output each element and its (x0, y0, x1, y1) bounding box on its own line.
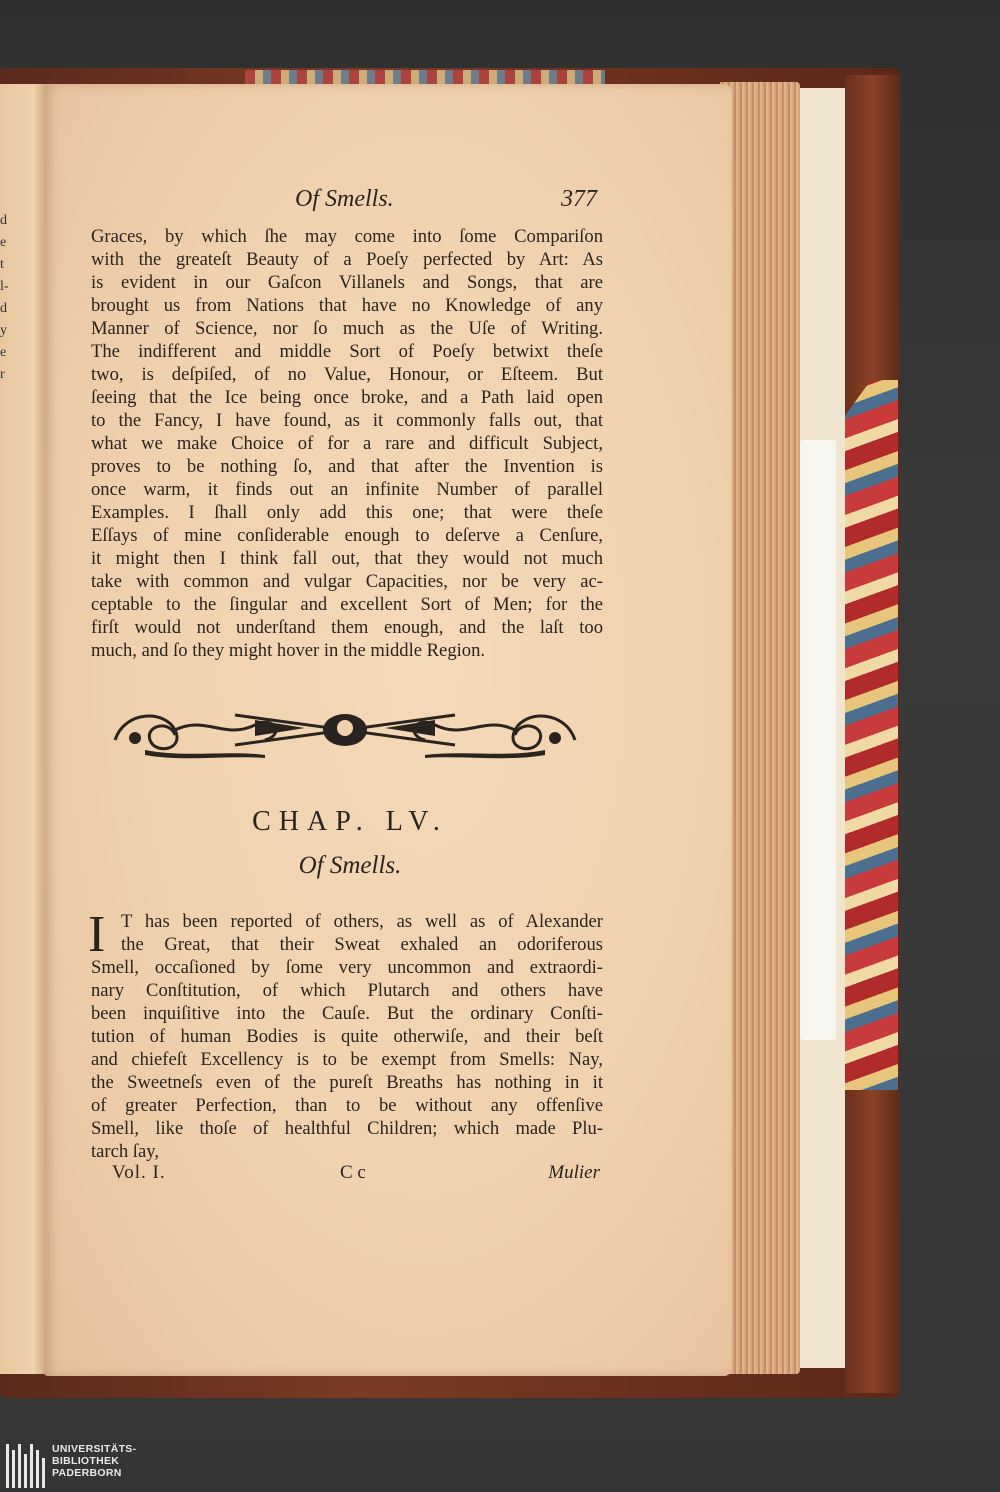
left-page-fragments (0, 210, 12, 386)
text-line: Graces, by which ſhe may come into ſome Compariſon (91, 226, 603, 247)
text-line: brought us from Nations that have no Knowledge of any (91, 295, 603, 316)
library-name-line1: UNIVERSITÄTS- (52, 1443, 137, 1455)
chapter-body-text (91, 910, 603, 1163)
chapter-title: Of Smells. (298, 852, 402, 879)
library-logo-icon (6, 1444, 46, 1488)
footer-signature: C c (340, 1162, 366, 1183)
left-page-fragment: l- (0, 279, 9, 294)
library-name-line2: BIBLIOTHEK (52, 1455, 120, 1467)
left-page-fragment: y (0, 323, 7, 338)
left-page-fragment: t (0, 257, 4, 272)
chapter-heading: CHAP. LV. (252, 806, 448, 837)
text-line: what we make Choice of for a rare and difficult Subject, (91, 433, 603, 454)
footer-catchword: Mulier (548, 1162, 600, 1183)
page-header (95, 186, 605, 220)
text-line: T has been reported of others, as well as of Alexander (121, 911, 603, 932)
left-page-fragment: e (0, 345, 7, 360)
text-line: ceptable to the ſingular and excellent Sort of Men; for the (91, 594, 603, 615)
library-name-line3: PADERBORN (52, 1467, 122, 1479)
text-line: Eſſays of mine conſiderable enough to deſerve a Cenſure, (91, 525, 603, 546)
running-head: Of Smells. (295, 186, 394, 212)
text-line: it might then I think fall out, that they would not much (91, 548, 603, 569)
page-footer (112, 1162, 600, 1188)
text-line: ſeeing that the Ice being once broke, and a Path laid open (91, 387, 603, 408)
text-line: tarch ſay, (91, 1141, 159, 1162)
text-line: the Sweetneſs even of the pureſt Breaths has nothing in it (91, 1072, 603, 1093)
text-line: is evident in our Gaſcon Villanels and Songs, that are (91, 272, 603, 293)
page-edges (720, 82, 800, 1374)
page-number: 377 (561, 186, 597, 212)
text-line: to the Fancy, I have found, as it commonly falls out, that (91, 410, 603, 431)
text-line: Smell, like thoſe of healthful Children; which made Plu- (91, 1118, 603, 1139)
text-line: much, and ſo they might hover in the middle Region. (91, 640, 486, 661)
text-line: proves to be nothing ſo, and that after the Invention is (91, 456, 603, 477)
left-page-fragment: e (0, 235, 7, 250)
text-line: take with common and vulgar Capacities, nor be very ac- (91, 571, 603, 592)
text-line: once warm, it finds out an infinite Number of parallel (91, 479, 603, 500)
text-line: firſt would not underſtand them enough, and the laſt too (91, 617, 603, 638)
text-line: the Great, that their Sweat exhaled an odoriferous (121, 934, 603, 955)
text-line: two, is deſpiſed, of no Value, Honour, or Eſteem. But (91, 364, 603, 385)
ornament-headpiece (105, 700, 585, 762)
left-page-fragment: d (0, 213, 7, 228)
text-line: Manner of Science, nor ſo much as the Uſe of Writing. (91, 318, 603, 339)
text-line: of greater Perfection, than to be without any offenſive (91, 1095, 603, 1116)
text-line: been inquiſitive into the Cauſe. But the ordinary Conſti- (91, 1003, 603, 1024)
library-logo (0, 1440, 200, 1492)
footer-volume: Vol. I. (112, 1162, 166, 1183)
text-line: Smell, occaſioned by ſome very uncommon and extraordi- (91, 957, 603, 978)
left-page-fragment: r (0, 367, 5, 382)
flyleaf-strip (800, 440, 836, 1040)
library-logo-text (52, 1443, 136, 1479)
text-line: The indifferent and middle Sort of Poeſy betwixt theſe (91, 341, 603, 362)
text-line: Examples. I ſhall only add this one; that were theſe (91, 502, 603, 523)
drop-cap: I (88, 906, 106, 963)
text-line: and chiefeſt Excellency is to be exempt from Smells: Nay, (91, 1049, 603, 1070)
text-line: nary Conſtitution, of which Plutarch and others have (91, 980, 603, 1001)
text-line: tution of human Bodies is quite otherwiſe, and their beſt (91, 1026, 603, 1047)
text-line: with the greateſt Beauty of a Poeſy perfected by Art: As (91, 249, 603, 270)
body-text-continued (91, 225, 603, 662)
left-page-fragment: d (0, 301, 7, 316)
